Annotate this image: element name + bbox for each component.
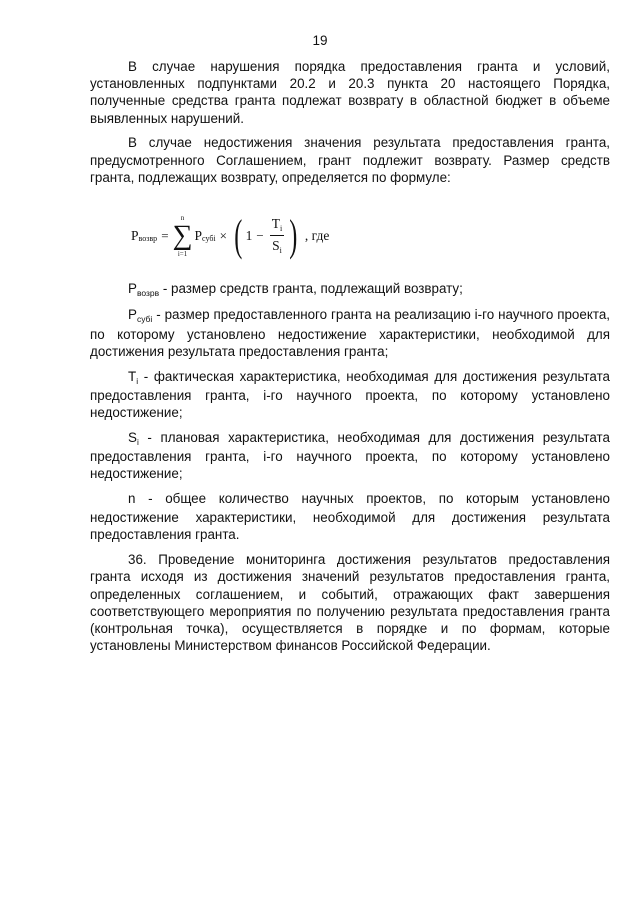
definition-text: - размер предоставленного гранта на реализацию i-го научного проекта, по которому установлено недостижение характеристики, необходимой для достижения результата предоставления гранта;	[90, 307, 610, 359]
left-paren: (	[234, 210, 243, 260]
definition-symbol: n	[128, 491, 136, 507]
definition-text: - фактическая характеристика, необходимая для достижения результата предоставления гранта, i-го научного проекта, по которому установлено недостижение;	[90, 368, 610, 421]
definition-text: - размер средств гранта, подлежащий возврату;	[159, 280, 463, 296]
definition-subscript: i	[136, 375, 139, 386]
definition-text: - плановая характеристика, необходимая для достижения результата предоставления гранта, i-го научного проекта, по которому установлено недостижение;	[90, 429, 610, 482]
definition-subscript: i	[136, 436, 139, 447]
formula-term-symbol: P	[194, 228, 203, 243]
page-number: 19	[312, 33, 328, 48]
fraction-denominator	[272, 236, 282, 256]
formula-lhs-subscript: возвр	[138, 234, 158, 243]
denominator-subscript: i	[279, 246, 282, 256]
definition-p-sub	[90, 306, 610, 360]
definition-symbol: P	[128, 307, 137, 323]
definition-symbol: P	[128, 280, 137, 296]
definition-symbol: S	[128, 429, 137, 445]
definition-subscript: субi	[136, 314, 153, 325]
fraction-numerator	[270, 215, 284, 236]
sigma-symbol: ∑	[172, 219, 193, 251]
formula-one: 1	[245, 228, 253, 243]
definition-s	[90, 429, 610, 483]
return-amount-formula	[90, 194, 610, 280]
formula-equals: =	[161, 228, 169, 243]
numerator-symbol: T	[271, 216, 280, 232]
formula-times: ×	[219, 228, 227, 243]
definition-t	[90, 368, 610, 422]
denominator-symbol: S	[272, 238, 280, 254]
formula-minus: −	[256, 228, 264, 243]
paragraph-36-monitoring: 36. Проведение мониторинга достижения результатов предоставления гранта исходя из достижения значений результатов предоставления гранта, определенных соглашением, и событий, отражающих факт завершения соответствующего мероприятия по получению результата предоставления гранта (контрольная точка), осуществляется в порядке и по формам, которые установлены Министерством финансов Российской Федерации.	[90, 552, 610, 654]
formula-lhs-symbol: P	[131, 228, 139, 243]
right-paren: )	[289, 210, 298, 260]
definition-text: - общее количество научных проектов, по которым установлено недостижение характеристики, необходимой для достижения результата предоставления гранта.	[90, 491, 610, 543]
formula-summation	[173, 214, 193, 258]
formula-fraction	[270, 215, 284, 256]
document-body	[90, 58, 610, 662]
formula-suffix: , где	[304, 228, 330, 243]
numerator-subscript: i	[280, 224, 283, 234]
definition-symbol: T	[128, 368, 137, 384]
definition-n	[90, 490, 610, 544]
sum-lower-limit: i=1	[177, 249, 188, 258]
sum-upper-limit: n	[180, 213, 185, 222]
definition-subscript: возрв	[136, 287, 160, 298]
paragraph-formula-intro: В случае недостижения значения результата предоставления гранта, предусмотренного Соглашением, грант подлежит возврату. Размер средств гранта, подлежащих возврату, определяется по формуле:	[90, 135, 610, 185]
paragraph-violation-return: В случае нарушения порядка предоставления гранта и условий, установленных подпунктами 20.2 и 20.3 пункта 20 настоящего Порядка, полученные средства гранта подлежат возврату в областной бюджет в объеме выявленных нарушений.	[90, 59, 610, 126]
definition-p-return	[90, 280, 610, 299]
formula-term-subscript: субi	[202, 234, 216, 243]
